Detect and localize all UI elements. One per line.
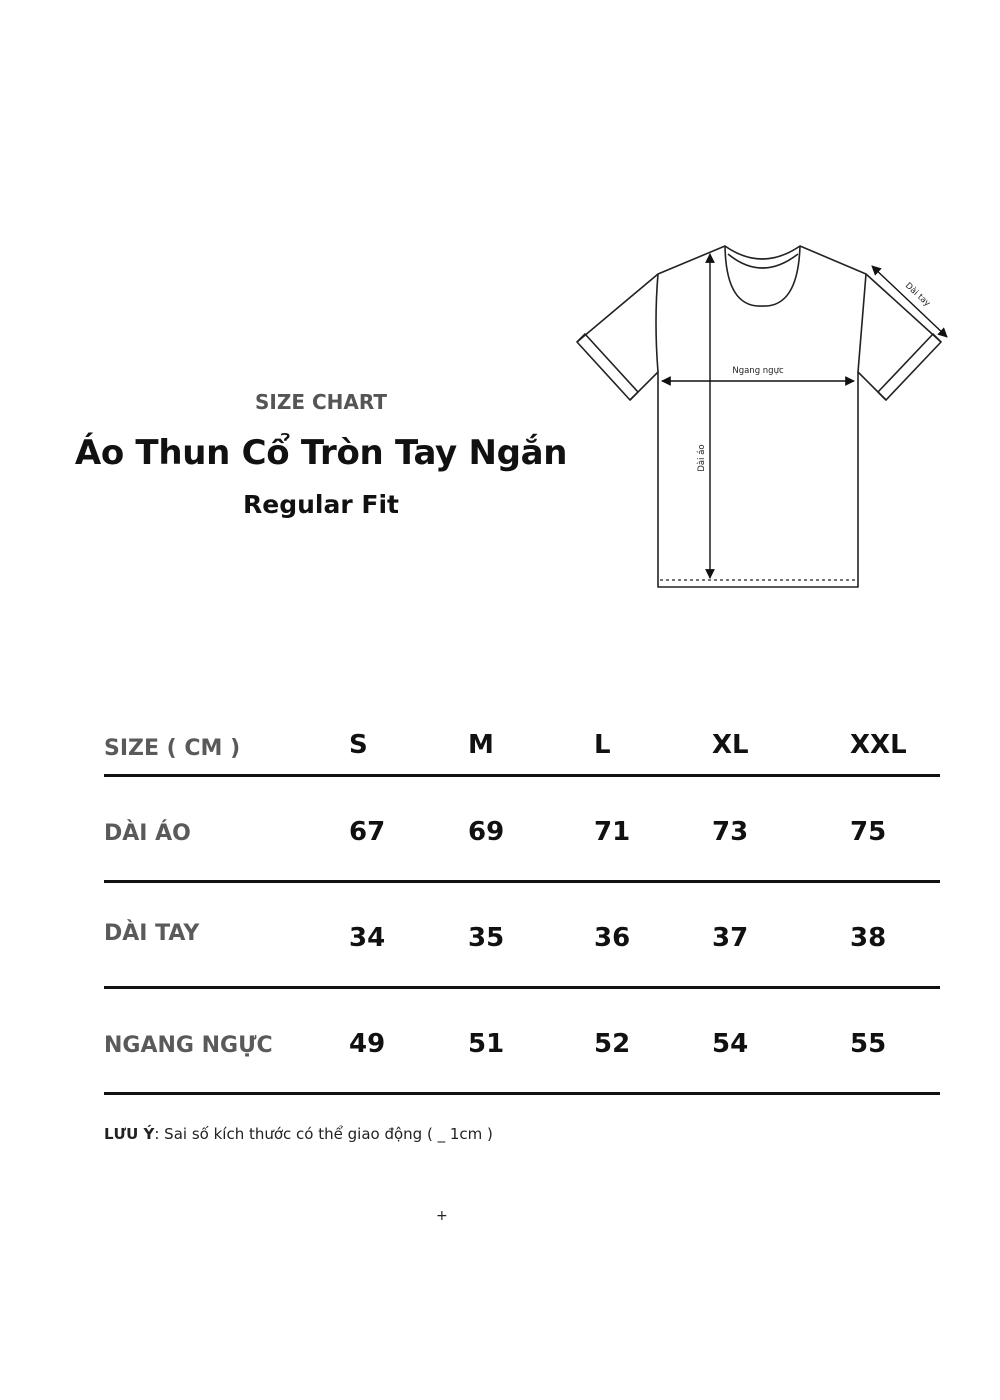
table-cell: 49 [349, 1029, 386, 1059]
table-row [104, 989, 940, 1095]
size-s: S [349, 730, 368, 760]
table-row [104, 777, 940, 883]
chest-label: Ngang ngực [732, 366, 784, 376]
size-xxl: XXL [850, 730, 907, 760]
table-cell: 54 [712, 1029, 749, 1059]
note-text: : Sai số kích thước có thể giao động ( _ 1cm ) [154, 1125, 493, 1143]
table-cell: 52 [594, 1029, 631, 1059]
size-xl: XL [712, 730, 749, 760]
table-cell: 35 [468, 923, 505, 953]
size-l: L [594, 730, 611, 760]
row-label-sleeve: DÀI TAY [104, 921, 200, 946]
sleeve-arrow [872, 266, 947, 337]
table-cell: 36 [594, 923, 631, 953]
fit-subtitle: Regular Fit [243, 490, 399, 519]
measure-lines [662, 254, 947, 578]
eyebrow-label: SIZE CHART [254, 390, 387, 414]
table-cell: 71 [594, 817, 631, 847]
table-cell: 75 [850, 817, 887, 847]
table-cell: 51 [468, 1029, 505, 1059]
row-label-chest: NGANG NGỰC [104, 1033, 273, 1058]
table-cell: 34 [349, 923, 386, 953]
table-row [104, 883, 940, 989]
plus-mark: + [436, 1208, 448, 1224]
tshirt-outline [577, 246, 941, 587]
size-m: M [468, 730, 494, 760]
tolerance-note [104, 1125, 493, 1143]
page-title: Áo Thun Cổ Tròn Tay Ngắn [74, 433, 568, 473]
size-unit-label: SIZE ( CM ) [104, 736, 241, 761]
sleeve-label: Dài tay [902, 280, 933, 309]
note-label: LƯU Ý [104, 1125, 155, 1143]
table-cell: 69 [468, 817, 505, 847]
length-label: Dài áo [697, 444, 707, 472]
table-cell: 37 [712, 923, 749, 953]
table-header-row [104, 720, 940, 777]
table-cell: 67 [349, 817, 386, 847]
size-table [104, 720, 940, 1095]
row-label-length: DÀI ÁO [104, 821, 191, 846]
table-cell: 55 [850, 1029, 887, 1059]
table-cell: 73 [712, 817, 749, 847]
tshirt-outline-icon [560, 230, 960, 610]
table-cell: 38 [850, 923, 887, 953]
